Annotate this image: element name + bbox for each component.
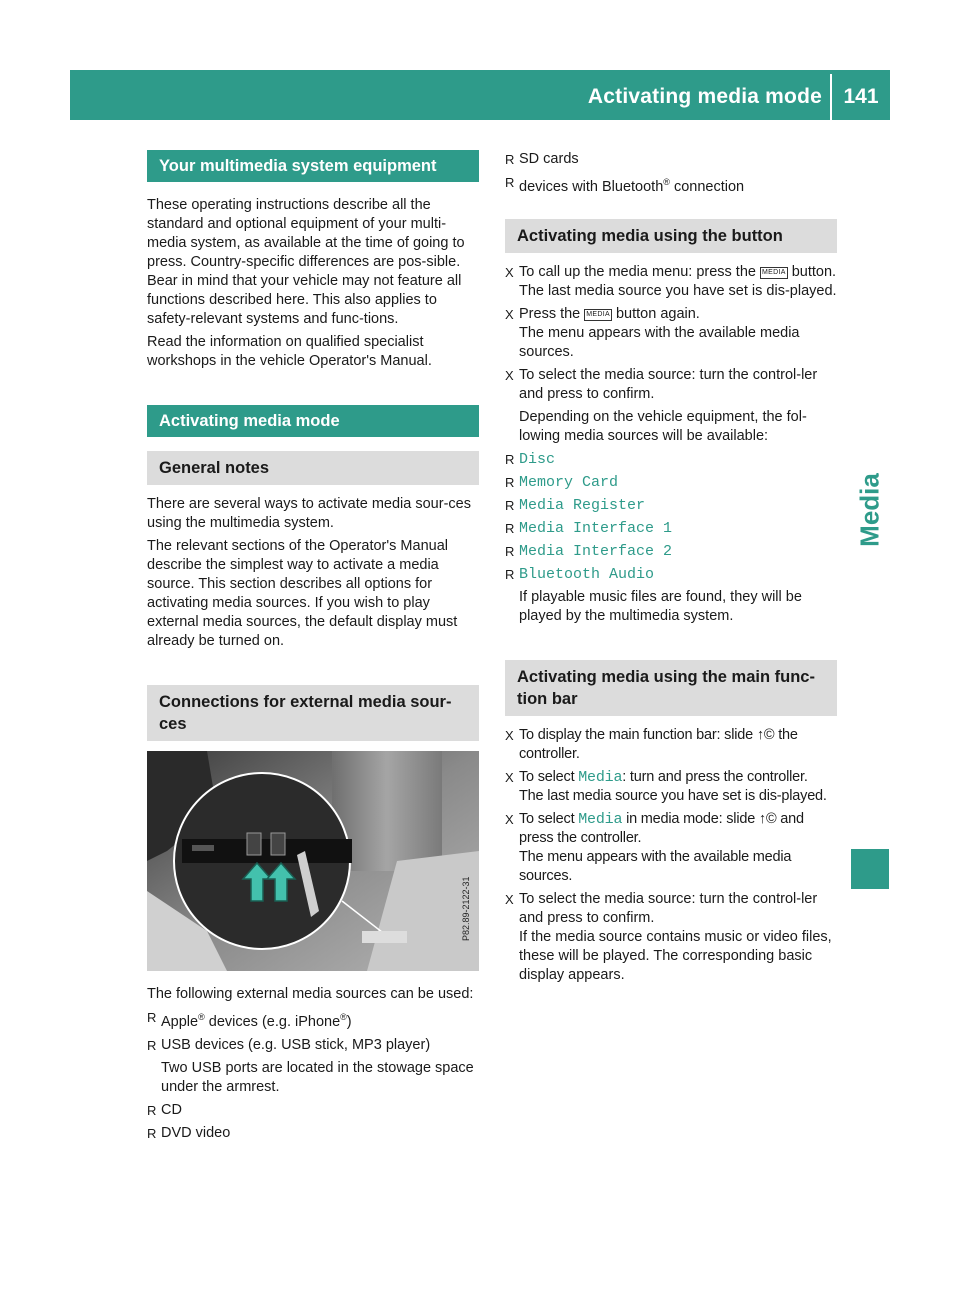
right-column [505, 150, 837, 989]
list-item: R devices with Bluetooth® connection [505, 173, 837, 197]
figure-code: P82.89-2122-31 [461, 876, 471, 941]
paragraph: The following external media sources can be used: [147, 986, 474, 1002]
subsection-heading: Activating media using the button [505, 219, 837, 253]
subsection-heading: Activating media using the main func-tion bar [505, 660, 837, 716]
paragraph: If playable music files are found, they will be played by the multimedia system. [519, 589, 802, 624]
page-header-title: Activating media mode [587, 85, 822, 108]
side-tab-label: Media [854, 473, 885, 547]
side-tab-marker [851, 849, 889, 889]
usb-ports-illustration [147, 751, 479, 971]
paragraph: These operating instructions describe all the standard and optional equipment of your multi-media system, as available at the time of going to press. Country-specific differences are pos-sible. Bear in mind that your vehicle may not feature all functions described here. This also applies to safety-relevant systems and func-tions. [147, 197, 465, 327]
media-source-item: R Media Register [505, 496, 837, 515]
instruction-step: X To select the media source: turn the control-ler and press to confirm. Depending on the vehicle equipment, the fol-lowing media sources will be available: [505, 366, 837, 446]
instruction-step: X To select the media source: turn the control-ler and press to confirm. If the media source contains music or video files, these will be played. The corresponding basic display appears. [505, 890, 837, 985]
paragraph: The relevant sections of the Operator's Manual describe the simplest way to activate a media source. This section describes all options for activating media sources. If you wish to play external media sources, the default display must already be turned on. [147, 538, 458, 649]
media-button-icon: MEDIA [584, 309, 612, 321]
left-column [147, 150, 479, 1147]
list-item: R USB devices (e.g. USB stick, MP3 player) [147, 1036, 479, 1055]
list-item-note: Two USB ports are located in the stowage space under the armrest. [161, 1060, 474, 1095]
media-source-item: R Bluetooth Audio [505, 565, 837, 584]
instruction-step: X To select Media: turn and press the controller. The last media source you have set is dis-played. [505, 768, 837, 806]
side-tab [851, 430, 889, 590]
instruction-step: X To display the main function bar: slide ↑© the controller. [505, 726, 837, 764]
instruction-step: X Press the MEDIA button again. The menu appears with the available media sources. [505, 305, 837, 362]
slide-controller-icon: ↑© [756, 727, 775, 743]
section-heading: Your multimedia system equipment [147, 150, 479, 182]
media-source-item: R Memory Card [505, 473, 837, 492]
list-item: R CD [147, 1101, 479, 1120]
paragraph: Read the information on qualified specialist workshops in the vehicle Operator's Manual. [147, 334, 432, 369]
slide-controller-icon: ↑© [758, 811, 777, 827]
instruction-step: X To call up the media menu: press the MEDIA button. The last media source you have set is dis-played. [505, 263, 837, 301]
media-source-item: R Media Interface 2 [505, 542, 837, 561]
page-number: 141 [843, 85, 879, 108]
media-source-item: R Media Interface 1 [505, 519, 837, 538]
media-source-item: R Disc [505, 450, 837, 469]
list-item: R SD cards [505, 150, 837, 169]
subsection-heading: Connections for external media sour-ces [147, 685, 479, 741]
instruction-step: X To select Media in media mode: slide ↑© and press the controller. The menu appears with the available media sources. [505, 810, 837, 886]
list-item: R Apple® devices (e.g. iPhone®) [147, 1008, 479, 1032]
usb-ports-photo [147, 751, 479, 971]
paragraph: There are several ways to activate media sour-ces using the multimedia system. [147, 496, 471, 531]
media-button-icon: MEDIA [760, 267, 788, 279]
subsection-heading: General notes [147, 451, 479, 485]
list-item: R DVD video [147, 1124, 479, 1143]
section-heading: Activating media mode [147, 405, 479, 437]
